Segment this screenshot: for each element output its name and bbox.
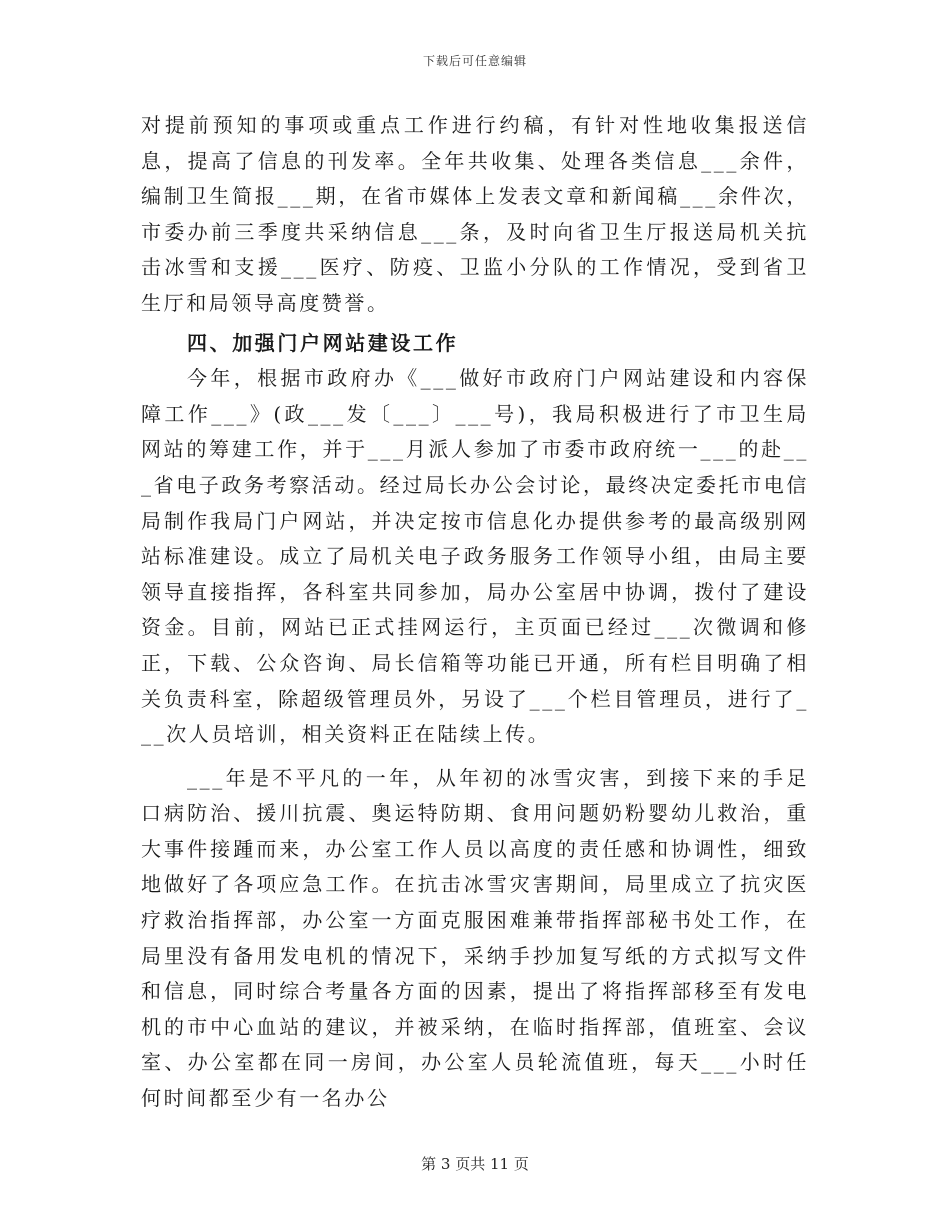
paragraph-emergency: ___年是不平凡的一年，从年初的冰雪灾害，到接下来的手足口病防治、援川抗震、奥运特防期、食用问题奶粉婴幼儿救治，重大事件接踵而来，办公室工作人员以高度的责任感和协调性，细致地做好了各项应急工作。在抗击冰雪灾害期间，局里成立了抗灾医疗救治指挥部，办公室一方面克服困难兼带指挥部秘书处工作，在局里没有备用发电机的情况下，采纳手抄加复写纸的方式拟写文件和信息，同时综合考量各方面的因素，提出了将指挥部移至有发电机的市中心血站的建议，并被采纳，在临时指挥部，值班室、会议室、办公室都在同一房间，办公室人员轮流值班，每天___小时任何时间都至少有一名办公 (141, 765, 809, 1111)
page-header: 下载后可任意编辑 (422, 54, 527, 68)
section-heading: 四、加强门户网站建设工作 (187, 330, 459, 355)
page-number: 第 3 页共 11 页 (421, 1155, 529, 1173)
paragraph-continued: 对提前预知的事项或重点工作进行约稿，有针对性地收集报送信息，提高了信息的刊发率。全年共收集、处理各类信息___余件，编制卫生简报___期，在省市媒体上发表文章和新闻稿___余件次，市委办前三季度共采纳信息___条，及时向省卫生厅报送局机关抗击冰雪和支援___医疗、防疫、卫监小分队的工作情况，受到省卫生厅和局领导高度赞誉。 (141, 113, 809, 315)
document-body (141, 108, 809, 1117)
paragraph-website: 今年，根据市政府办《___做好市政府门户网站建设和内容保障工作___》(政___发〔___〕___号)，我局积极进行了市卫生局网站的筹建工作，并于___月派人参加了市委市政府统一___的赴___省电子政务考察活动。经过局长办公会讨论，最终决定委托市电信局制作我局门户网站，并决定按市信息化办提供参考的最高级别网站标准建设。成立了局机关电子政务服务工作领导小组，由局主要领导直接指挥，各科室共同参加，局办公室居中协调，拨付了建设资金。目前，网站已正式挂网运行，主页面已经过___次微调和修正，下载、公众咨询、局长信箱等功能已开通，所有栏目明确了相关负责科室，除超级管理员外，另设了___个栏目管理员，进行了___次人员培训，相关资料正在陆续上传。 (141, 366, 809, 747)
